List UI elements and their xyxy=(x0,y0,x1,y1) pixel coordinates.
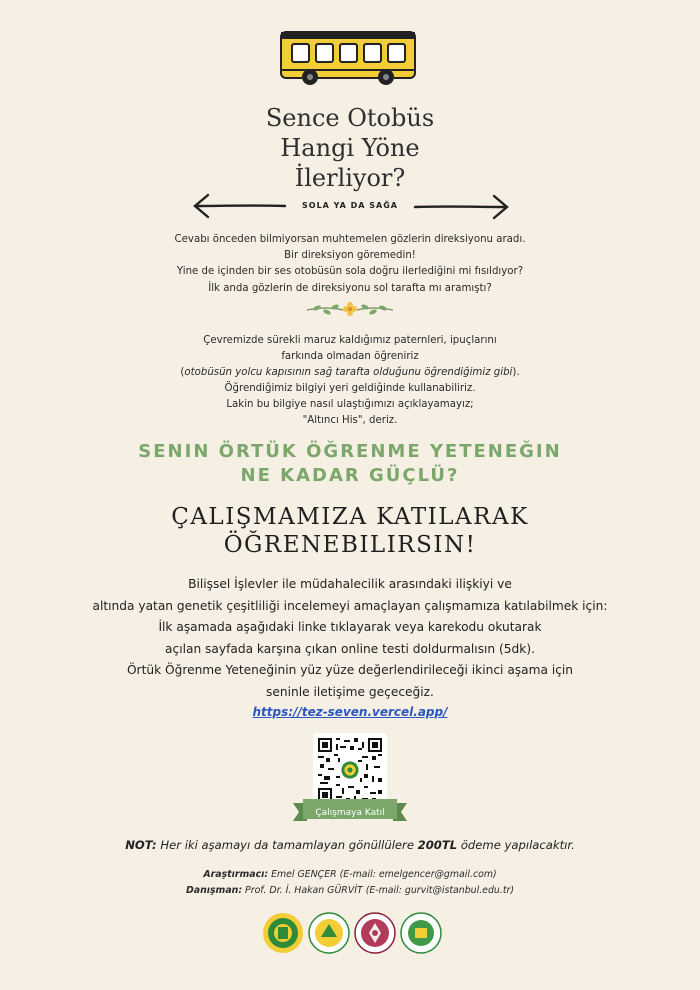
explain-line: "Altıncı His", deriz. xyxy=(302,415,398,426)
researcher-line: Araştırmacı: Emel GENÇER (E-mail: emelgencer@gmail.com) xyxy=(203,869,497,880)
university-logo-icon xyxy=(262,912,304,954)
explanation-paragraph xyxy=(0,333,700,429)
credits xyxy=(0,867,700,899)
join-study-label[interactable]: Çalışmaya Katıl xyxy=(315,808,385,818)
payment-amount: 200TL xyxy=(417,838,458,852)
flower-divider-icon xyxy=(305,298,395,320)
university-logo-icon xyxy=(400,912,442,954)
university-logo-icon xyxy=(308,912,350,954)
qr-code-icon xyxy=(318,738,382,802)
intro-line: İlk anda gözlerin de direksiyonu sol tarafta mı aramıştı? xyxy=(208,282,492,294)
explain-line: Çevremizde sürekli maruz kaldığımız paternleri, ipuçlarını xyxy=(203,335,497,346)
explain-line: farkında olmadan öğreniriz xyxy=(281,351,419,362)
details-line: Bilişsel İşlevler ile müdahalecilik arasındaki ilişkiyi ve xyxy=(188,577,512,591)
intro-paragraph xyxy=(0,232,700,297)
cta-heading: ÇALIŞMAMIZA KATILARAK ÖĞRENEBILIRSIN! xyxy=(171,504,529,558)
university-logo-icon xyxy=(354,912,396,954)
bus-icon xyxy=(278,30,418,88)
intro-line: Cevabı önceden bilmiyorsan muhtemelen gözlerin direksiyonu aradı. xyxy=(174,234,526,245)
title-line: İlerliyor? xyxy=(294,164,406,192)
details-line: Örtük Öğrenme Yeteneğinin yüz yüze değerlendirileceği ikinci aşama için xyxy=(126,663,574,677)
details-line: İlk aşamada aşağıdaki linke tıklayarak veya karekodu okutarak xyxy=(158,620,542,634)
advisor-line: Danışman: Prof. Dr. İ. Hakan GÜRVİT (E-mail: gurvit@istanbul.edu.tr) xyxy=(185,885,515,896)
page-title xyxy=(0,103,700,193)
payment-note: NOT: Her iki aşamayı da tamamlayan gönüllülere 200TL ödeme yapılacaktır. xyxy=(125,838,575,852)
explain-line: Lakin bu bilgiye nasıl ulaştığımızı açıklayamayız; xyxy=(226,399,474,410)
explain-line: Öğrendiğimiz bilgiyi yeri geldiğinde kullanabiliriz. xyxy=(224,383,476,394)
title-line: Sence Otobüs xyxy=(265,104,435,132)
explain-line: (otobüsün yolcu kapısının sağ tarafta olduğunu öğrendiğimiz gibi). xyxy=(180,367,520,378)
details-line: açılan sayfada karşına çıkan online testi doldurmalısın (5dk). xyxy=(165,641,535,656)
university-logos xyxy=(262,912,442,954)
subtitle: SOLA YA DA SAĞA xyxy=(302,201,398,210)
details-line: altında yatan genetik çeşitliliği incelemeyi amaçlayan çalışmamıza katılabilmek için: xyxy=(92,598,608,613)
study-details xyxy=(0,574,700,703)
details-line: seninle iletişime geçeceğiz. xyxy=(266,684,434,699)
title-line: Hangi Yöne xyxy=(280,134,420,162)
intro-line: Yine de içinden bir ses otobüsün sola doğru ilerlediğini mi fısıldıyor? xyxy=(176,266,524,278)
italic-example: otobüsün yolcu kapısının sağ tarafta olduğunu öğrendiğimiz gibi xyxy=(184,367,513,378)
study-link[interactable]: https://tez-seven.vercel.app/ xyxy=(252,705,448,719)
intro-line: Bir direksiyon göremedin! xyxy=(284,250,416,262)
question-heading: SENIN ÖRTÜK ÖĞRENME YETENEĞIN NE KADAR GÜÇLÜ? xyxy=(138,441,562,486)
